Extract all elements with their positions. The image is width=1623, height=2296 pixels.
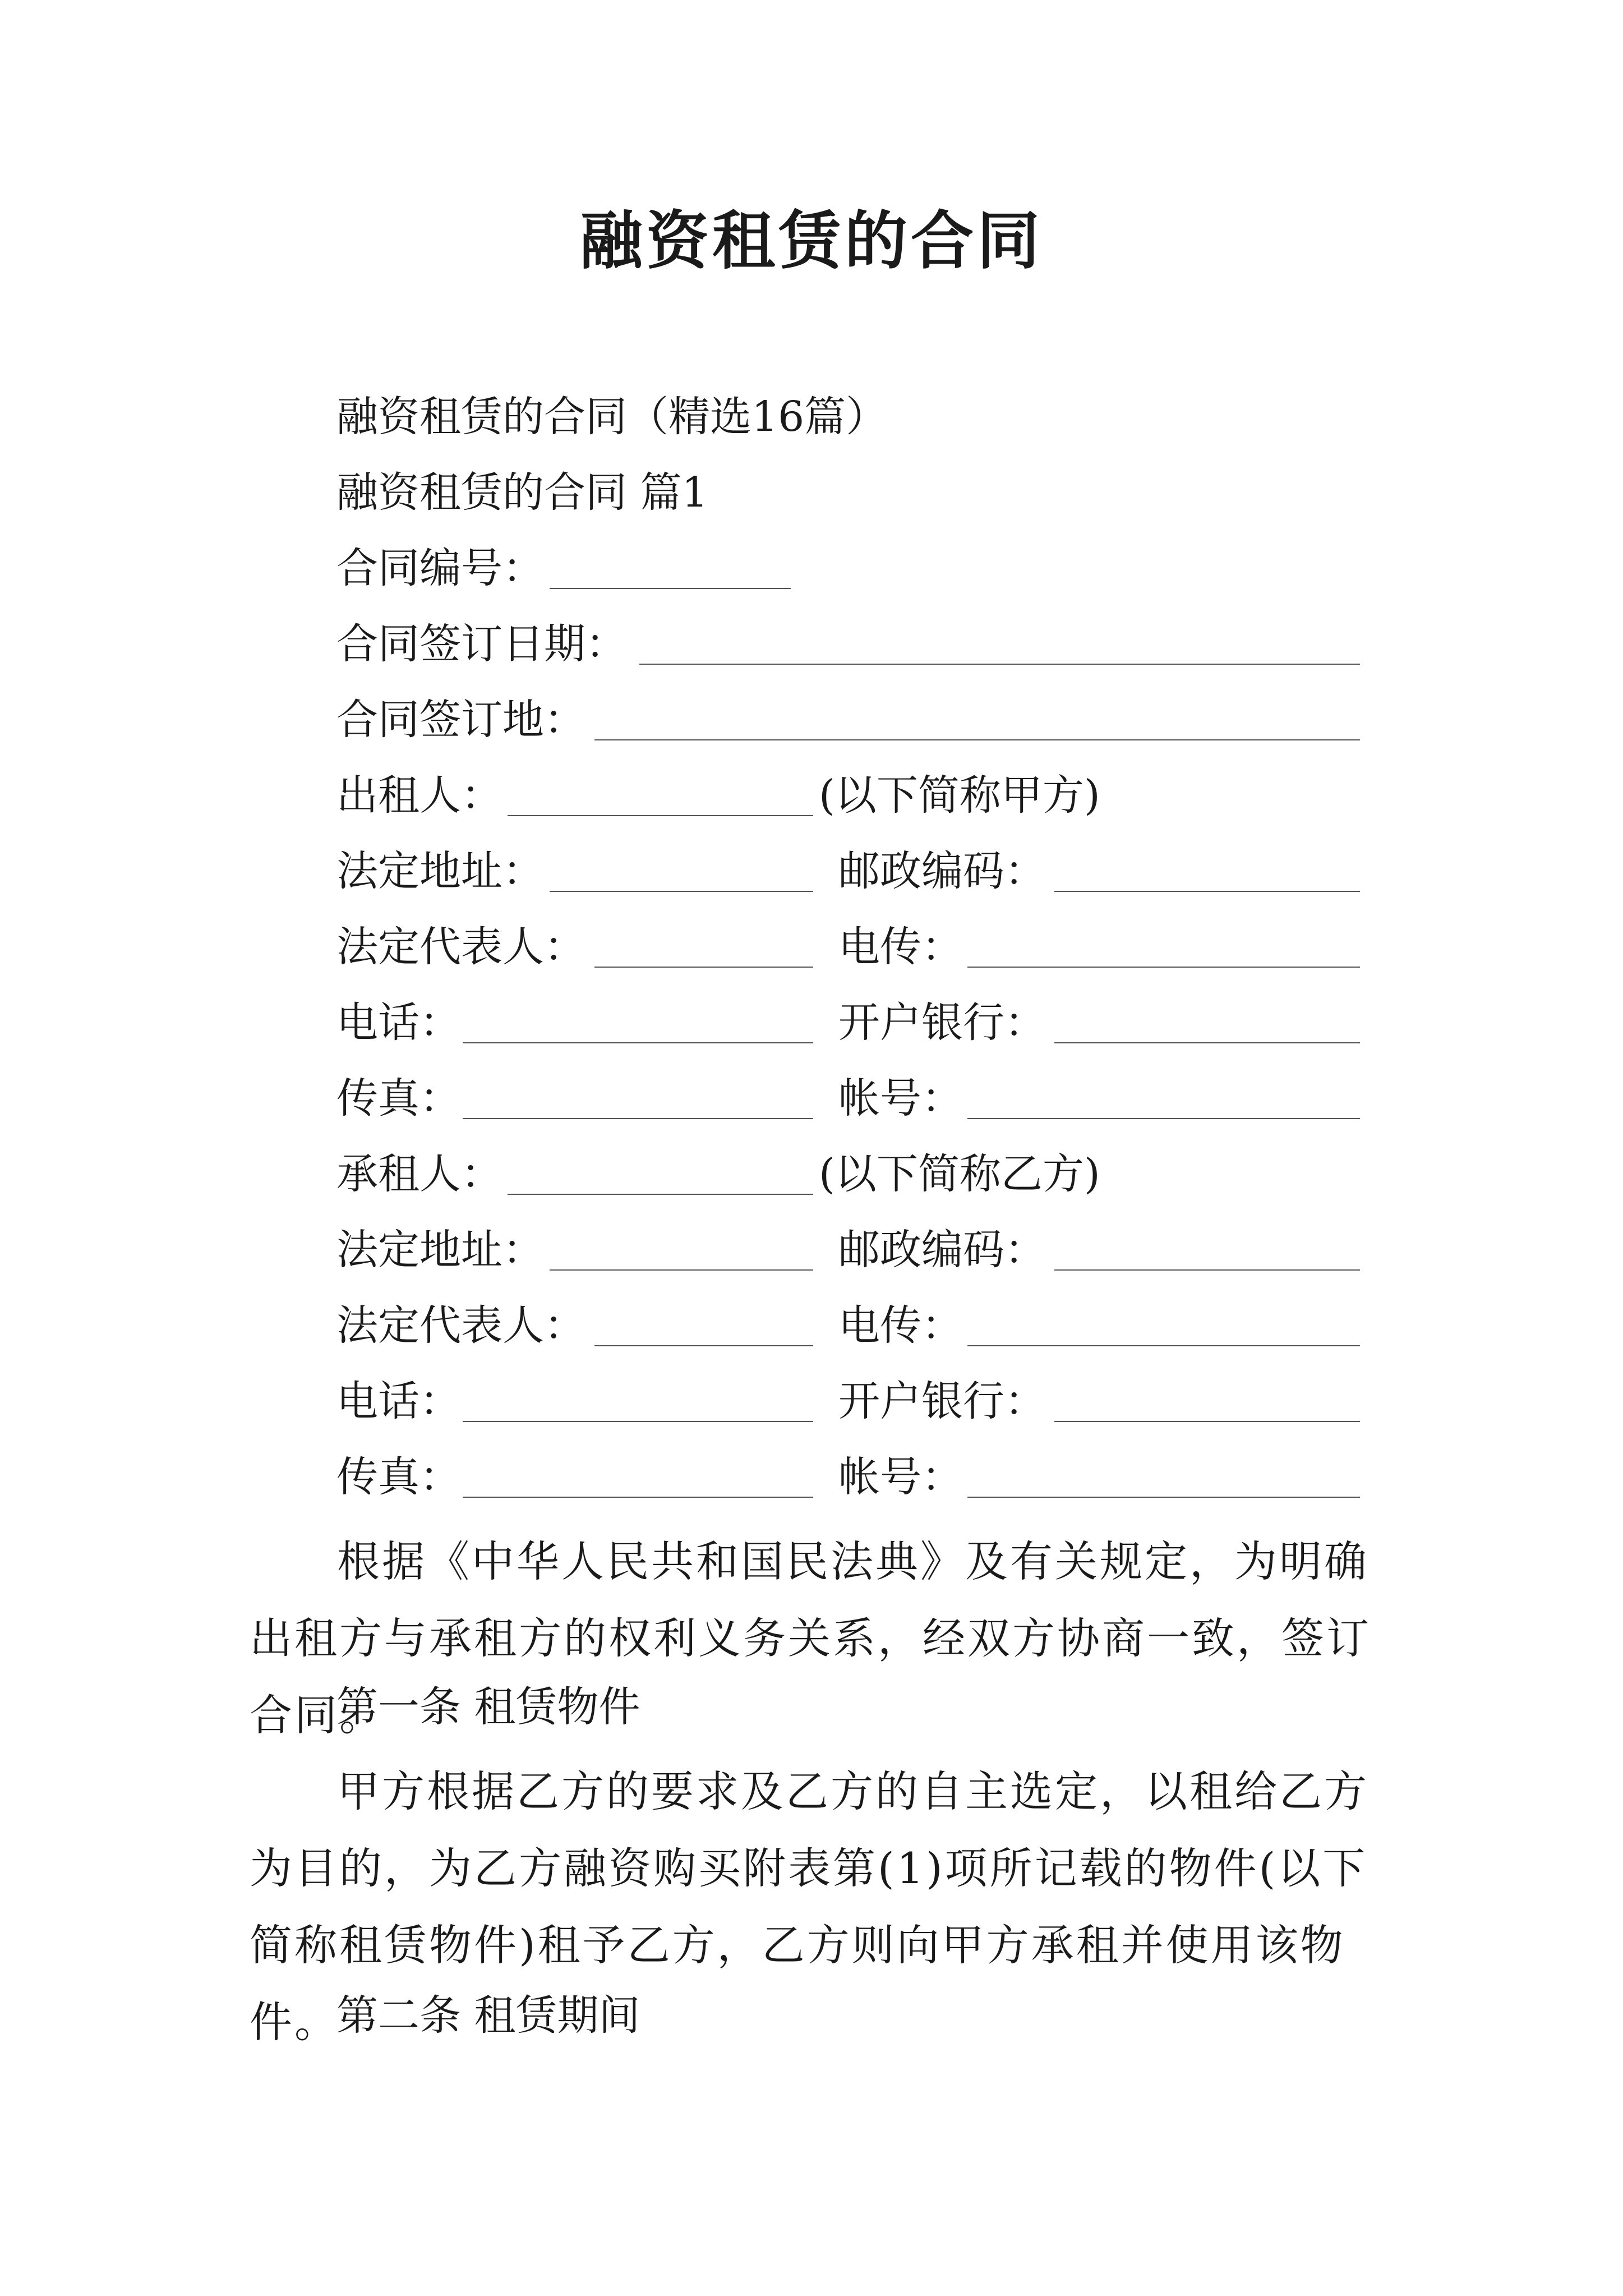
lessee-telex-blank[interactable]	[967, 1345, 1360, 1346]
lessor-postcode-blank[interactable]	[1054, 891, 1360, 892]
lessee-fax-blank[interactable]	[463, 1497, 813, 1498]
sign-date-label: 合同签订日期：	[336, 620, 627, 668]
lessee-blank[interactable]	[508, 1194, 813, 1195]
lessee-bank-label: 开户银行：	[838, 1377, 1046, 1425]
lessor-address-blank[interactable]	[550, 891, 813, 892]
lessor-bank-blank[interactable]	[1054, 1042, 1360, 1043]
lessor-account-blank[interactable]	[967, 1118, 1360, 1119]
lessee-account-blank[interactable]	[967, 1497, 1360, 1498]
lessor-rep-blank[interactable]	[594, 967, 813, 968]
lessee-address-label: 法定地址：	[336, 1226, 544, 1274]
lessor-label: 出租人：	[336, 771, 502, 820]
sign-place-label: 合同签订地：	[336, 696, 585, 744]
lessee-phone-label: 电话：	[336, 1377, 461, 1425]
lessee-fax-label: 传真：	[336, 1453, 461, 1501]
lessor-rep-label: 法定代表人：	[336, 923, 585, 971]
article1-text: 甲方根据乙方的要求及乙方的自主选定，以租给乙方为目的，为乙方融资购买附表第(1)项所记载的物件(以下简称租赁物件)租予乙方，乙方则向甲方承租并使用该物件。	[250, 1766, 1369, 2047]
lessor-address-label: 法定地址：	[336, 847, 544, 895]
lessee-postcode-blank[interactable]	[1054, 1269, 1360, 1271]
lessee-account-label: 帐号：	[838, 1453, 963, 1501]
lessor-fax-blank[interactable]	[463, 1118, 813, 1119]
lessee-postcode-label: 邮政编码：	[838, 1226, 1046, 1274]
article-heading: 融资租赁的合同 篇1	[336, 468, 708, 517]
article1-heading: 第一条 租赁物件	[336, 1683, 640, 1731]
lessee-rep-blank[interactable]	[594, 1345, 813, 1346]
lessor-suffix: (以下简称甲方)	[819, 771, 1100, 820]
sign-date-blank[interactable]	[639, 664, 1360, 665]
lessor-telex-blank[interactable]	[967, 967, 1360, 968]
lessor-account-label: 帐号：	[838, 1074, 963, 1122]
contract-no-label: 合同编号：	[336, 544, 544, 592]
lessee-address-blank[interactable]	[550, 1269, 813, 1271]
sign-place-blank[interactable]	[594, 739, 1360, 740]
lessee-phone-blank[interactable]	[463, 1421, 813, 1422]
lessee-rep-label: 法定代表人：	[336, 1301, 585, 1350]
lessor-phone-label: 电话：	[336, 999, 461, 1047]
lessor-bank-label: 开户银行：	[838, 999, 1046, 1047]
lessee-telex-label: 电传：	[838, 1301, 963, 1350]
lessee-label: 承租人：	[336, 1150, 502, 1198]
lessor-fax-label: 传真：	[336, 1074, 461, 1122]
contract-no-blank[interactable]	[550, 588, 791, 589]
document-title: 融资租赁的合同	[580, 204, 1043, 278]
lessor-postcode-label: 邮政编码：	[838, 847, 1046, 895]
intro-paragraph: 根据《中华人民共和国民法典》及有关规定，为明确出租方与承租方的权利义务关系，经双方协商一致，签订合同。	[250, 1536, 1371, 1740]
lessee-suffix: (以下简称乙方)	[819, 1150, 1100, 1198]
article2-heading: 第二条 租赁期间	[336, 1991, 640, 2040]
lessor-blank[interactable]	[508, 815, 813, 816]
lessor-telex-label: 电传：	[838, 923, 963, 971]
subtitle: 融资租赁的合同（精选16篇）	[336, 393, 888, 441]
lessor-phone-blank[interactable]	[463, 1042, 813, 1043]
lessee-bank-blank[interactable]	[1054, 1421, 1360, 1422]
